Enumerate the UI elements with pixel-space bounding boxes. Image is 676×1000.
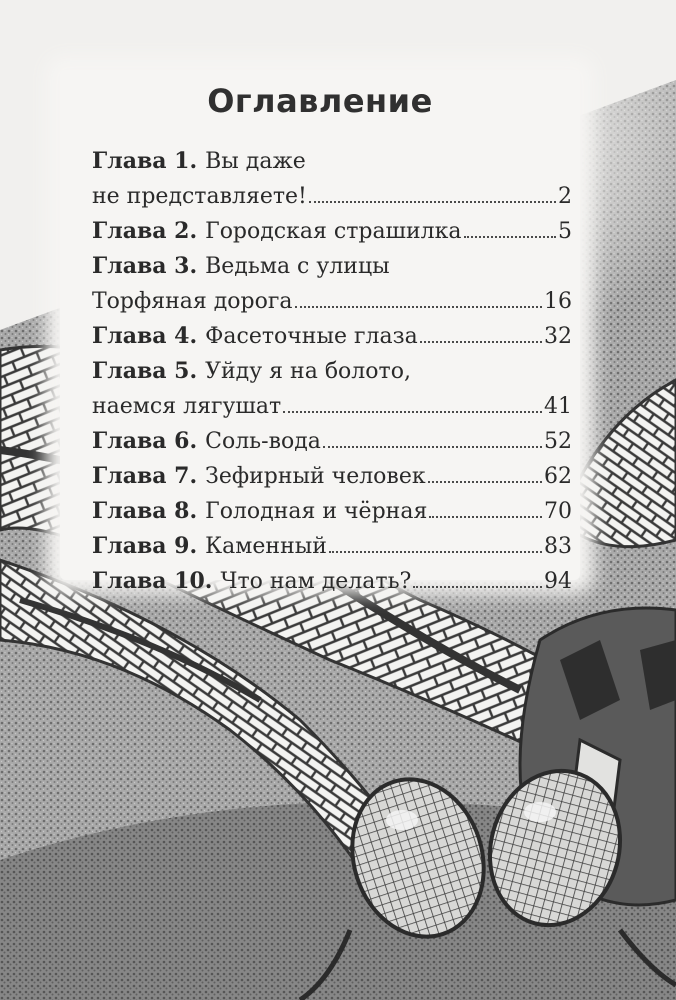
- chapter-label: Глава 3.: [92, 253, 198, 279]
- chapter-title: Что нам делать?: [220, 569, 412, 594]
- toc-entry-line: [92, 214, 572, 249]
- dot-leader: [428, 481, 542, 483]
- chapter-title-continued: не представляете!: [92, 184, 307, 209]
- toc-entry-line: [92, 564, 572, 599]
- chapter-label: Глава 2.: [92, 218, 198, 244]
- toc-entry: [92, 494, 572, 529]
- chapter-label: Глава 1.: [92, 148, 198, 174]
- page-number: 41: [544, 394, 572, 419]
- page-number: 32: [544, 324, 572, 349]
- dot-leader: [413, 586, 542, 588]
- toc-entry: [92, 529, 572, 564]
- toc-list: [92, 144, 572, 599]
- chapter-title: Уйду я на болото,: [205, 359, 411, 384]
- dot-leader: [283, 411, 542, 413]
- chapter-title: Ведьма с улицы: [205, 254, 390, 279]
- toc-entry-line: [92, 249, 572, 284]
- chapter-title: Фасеточные глаза: [205, 324, 418, 349]
- dot-leader: [309, 201, 556, 203]
- toc-entry-line: [92, 389, 572, 424]
- toc-entry-line: [92, 284, 572, 319]
- toc-entry-line: [92, 529, 572, 564]
- table-of-contents: [60, 70, 580, 594]
- toc-entry-line: [92, 459, 572, 494]
- chapter-label: Глава 7.: [92, 463, 198, 489]
- page-number: 5: [558, 219, 572, 244]
- toc-entry: [92, 319, 572, 354]
- dot-leader: [464, 236, 556, 238]
- dot-leader: [420, 341, 542, 343]
- toc-entry-line: [92, 179, 572, 214]
- chapter-title-continued: наемся лягушат: [92, 394, 282, 419]
- toc-title: Оглавление: [207, 82, 433, 120]
- chapter-title: Зефирный человек: [205, 464, 426, 489]
- page-number: 62: [544, 464, 572, 489]
- toc-entry: [92, 144, 572, 214]
- chapter-title: Вы даже: [205, 149, 306, 174]
- chapter-title: Городская страшилка: [205, 219, 462, 244]
- dot-leader: [323, 446, 542, 448]
- dot-leader: [295, 306, 542, 308]
- chapter-title: Голодная и чёрная: [205, 499, 428, 524]
- page-number: 83: [544, 534, 572, 559]
- toc-entry-line: [92, 144, 572, 179]
- page-number: 16: [544, 289, 572, 314]
- toc-entry: [92, 564, 572, 599]
- chapter-title-continued: Торфяная дорога: [92, 289, 293, 314]
- toc-entry-line: [92, 424, 572, 459]
- toc-entry: [92, 249, 572, 319]
- chapter-label: Глава 8.: [92, 498, 198, 524]
- chapter-label: Глава 9.: [92, 533, 198, 559]
- chapter-label: Глава 6.: [92, 428, 198, 454]
- chapter-title: Каменный: [205, 534, 327, 559]
- page-number: 94: [544, 569, 572, 594]
- page-number: 52: [544, 429, 572, 454]
- toc-entry-line: [92, 354, 572, 389]
- chapter-label: Глава 4.: [92, 323, 198, 349]
- toc-entry-line: [92, 494, 572, 529]
- dot-leader: [329, 551, 542, 553]
- page-number: 70: [544, 499, 572, 524]
- toc-entry-line: [92, 319, 572, 354]
- dot-leader: [429, 516, 542, 518]
- toc-entry: [92, 424, 572, 459]
- chapter-title: Соль-вода: [205, 429, 321, 454]
- toc-entry: [92, 459, 572, 494]
- chapter-label: Глава 10.: [92, 568, 213, 594]
- page-number: 2: [558, 184, 572, 209]
- chapter-label: Глава 5.: [92, 358, 198, 384]
- toc-entry: [92, 214, 572, 249]
- toc-entry: [92, 354, 572, 424]
